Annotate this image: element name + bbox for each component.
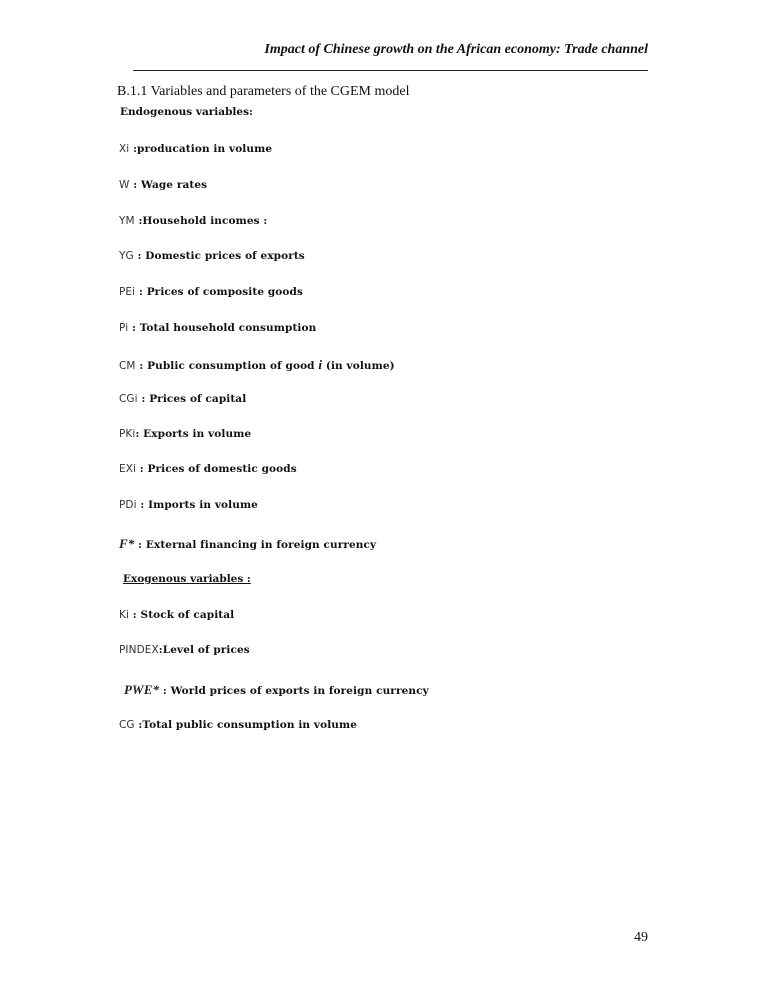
- variable-description: Total household consumption: [139, 322, 317, 334]
- variable-row: [119, 609, 234, 621]
- variable-symbol: CG: [119, 719, 135, 731]
- variable-separator: :: [134, 539, 146, 551]
- variable-symbol: W: [119, 179, 130, 191]
- variable-symbol: Xi: [119, 143, 130, 155]
- variable-separator: :: [135, 360, 148, 372]
- variable-description: Exports in volume: [143, 428, 252, 440]
- variable-description: Prices of capital: [149, 393, 247, 405]
- variable-separator: :: [137, 393, 150, 405]
- variable-row: [119, 357, 395, 373]
- variable-row: [119, 250, 305, 262]
- variable-separator: :: [129, 609, 141, 621]
- variable-separator: :: [128, 322, 140, 334]
- variable-row: [119, 286, 303, 298]
- variable-symbol: PINDEX: [119, 644, 159, 656]
- variable-symbol: YM: [119, 215, 135, 227]
- variable-description: Level of prices: [162, 644, 250, 656]
- variable-description: Imports in volume: [148, 499, 258, 511]
- variable-suffix: (in volume): [325, 360, 395, 372]
- variable-description: Wage rates: [140, 179, 208, 191]
- variable-separator: :: [129, 179, 141, 191]
- variable-description: External financing in foreign currency: [145, 539, 377, 551]
- variable-description: World prices of exports in foreign currency: [170, 685, 429, 697]
- variable-symbol: YG: [119, 250, 134, 262]
- variable-symbol: F*: [119, 536, 135, 551]
- variable-description: Domestic prices of exports: [145, 250, 305, 262]
- variable-row: [119, 179, 207, 191]
- variable-description: producation in volume: [137, 143, 273, 155]
- variable-description: Public consumption of good: [147, 360, 315, 372]
- variable-row: [124, 682, 429, 698]
- variable-separator: :: [134, 719, 143, 731]
- variable-symbol: EXi: [119, 463, 137, 475]
- variable-row: [119, 719, 357, 731]
- page-number: 49: [634, 930, 648, 945]
- header-rule: [133, 70, 648, 71]
- variable-description: Prices of composite goods: [146, 286, 303, 298]
- variable-row: [119, 499, 258, 511]
- variable-symbol: PWE*: [124, 682, 160, 697]
- variable-separator: :: [134, 215, 143, 227]
- variable-description: Household incomes :: [142, 215, 268, 227]
- endogenous-title: Endogenous variables:: [120, 106, 253, 118]
- variable-row: [119, 428, 251, 440]
- variable-description: Prices of domestic goods: [147, 463, 297, 475]
- variable-separator: :: [135, 428, 144, 440]
- variable-symbol: Pi: [119, 322, 129, 334]
- variable-row: [119, 215, 267, 227]
- variable-symbol: PKi: [119, 428, 136, 440]
- variable-symbol: CGi: [119, 393, 138, 405]
- variable-separator: :: [135, 286, 147, 298]
- section-heading: B.1.1 Variables and parameters of the CGEM model: [117, 84, 410, 99]
- variable-description: Total public consumption in volume: [142, 719, 358, 731]
- variable-description: Stock of capital: [140, 609, 235, 621]
- variable-separator: :: [136, 499, 149, 511]
- variable-separator: :: [133, 250, 146, 262]
- variable-row: [119, 463, 297, 475]
- variable-row: [119, 393, 246, 405]
- variable-row: [119, 143, 272, 155]
- running-header: Impact of Chinese growth on the African economy: Trade channel: [264, 42, 648, 57]
- variable-row: [119, 644, 250, 656]
- variable-separator: :: [136, 463, 148, 475]
- variable-symbol: CM: [119, 360, 136, 372]
- variable-symbol: PDi: [119, 499, 137, 511]
- variable-row: [119, 536, 376, 552]
- variable-symbol: PEi: [119, 286, 136, 298]
- variable-symbol: Ki: [119, 609, 130, 621]
- variable-separator: :: [158, 644, 163, 656]
- exogenous-title: Exogenous variables :: [123, 573, 251, 585]
- index-i: i: [318, 357, 323, 372]
- variable-separator: :: [129, 143, 138, 155]
- variable-row: [119, 322, 316, 334]
- variable-separator: :: [159, 685, 171, 697]
